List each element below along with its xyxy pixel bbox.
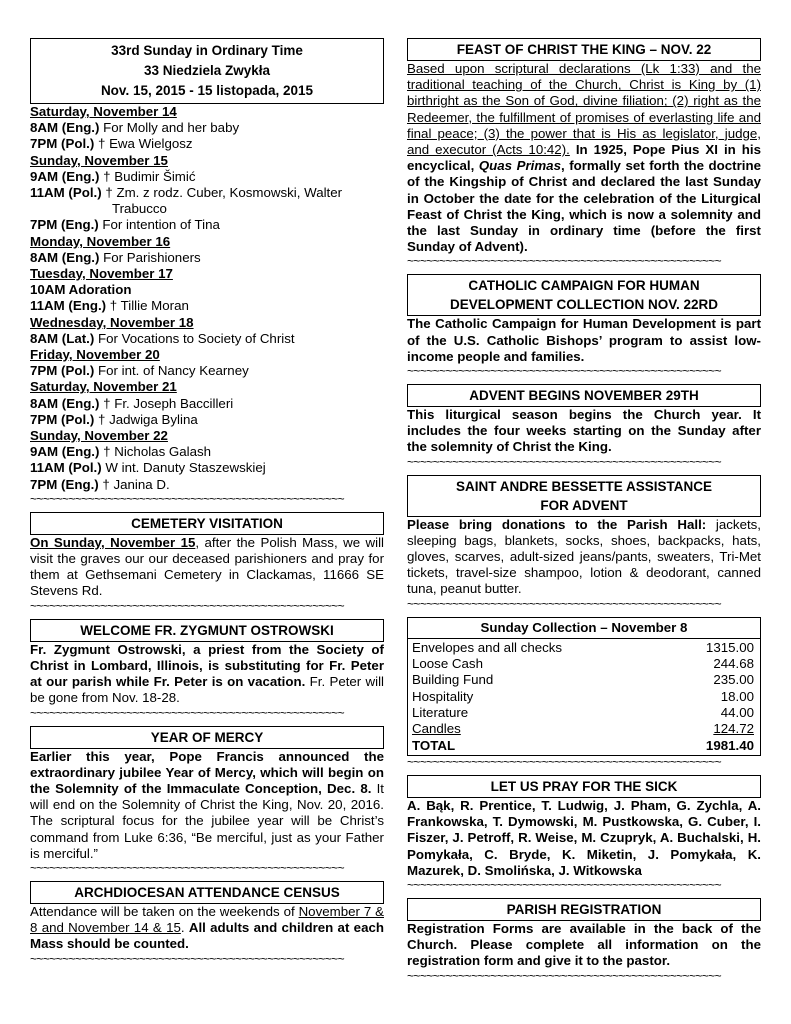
campaign-heading-2: DEVELOPMENT COLLECTION NOV. 22RD bbox=[449, 297, 719, 313]
mercy-bold: Earlier this year, Pope Francis announced the extraordinary jubilee Year of Mercy, which will begin on the Solemnity of the Immaculate Conception, Dec. 8. bbox=[30, 748, 384, 796]
census-body-1: Attendance will be taken on the weekends of bbox=[30, 903, 299, 919]
campaign-heading bbox=[407, 274, 761, 316]
collection-row bbox=[412, 656, 754, 672]
bessette-heading-1: SAINT ANDRE BESSETTE ASSISTANCE bbox=[455, 478, 713, 494]
mass-time: 7PM (Pol.) bbox=[30, 363, 95, 379]
mass-intention: For int. of Nancy Kearney bbox=[94, 363, 249, 379]
separator: ~~~~~~~~~~~~~~~~~~~~~~~~~~~~~~~~~~~~~~~~~~~~~~~~~ bbox=[407, 365, 721, 379]
right-column bbox=[407, 38, 761, 989]
schedule-day: Tuesday, November 17 bbox=[30, 266, 173, 282]
advent-text: This liturgical season begins the Church year. It includes the four weeks starting on the Sunday after the solemnity of Christ the King. bbox=[407, 407, 761, 455]
sick-list: A. Bąk, R. Prentice, T. Ludwig, J. Pham, G. Zychla, A. Frankowska, T. Dymowski, M. Pustkowska, G. Cuber, I. Fiszer, J. Petroff, R. Weise, M. Czupryk, A. Buchalski, H. Pomykała, C. Bryde, K. Miketin, J. Pomykała, K. Mazurek, D. Smolińska, J. Witkowska bbox=[407, 797, 761, 878]
separator: ~~~~~~~~~~~~~~~~~~~~~~~~~~~~~~~~~~~~~~~~~~~~~~~~~ bbox=[407, 878, 721, 892]
collection-total-row bbox=[412, 738, 754, 754]
mass-entry bbox=[30, 217, 384, 233]
bessette-heading-2: FOR ADVENT bbox=[540, 497, 628, 513]
advent-heading: ADVENT BEGINS NOVEMBER 29TH bbox=[407, 384, 761, 407]
welcome-body: Fr. Peter will be gone from Nov. 18-28. bbox=[30, 674, 384, 706]
mass-intention: † Nicholas Galash bbox=[99, 444, 212, 460]
mass-intention: † Budimir Šimić bbox=[99, 168, 196, 184]
mass-entry bbox=[30, 331, 384, 347]
welcome-bold: Fr. Zygmunt Ostrowski, a priest from the Society of Christ in Lombard, Illinois, is substituting for Fr. Peter at our parish while Fr. Peter is on vacation. bbox=[30, 641, 384, 690]
mass-entry bbox=[30, 250, 384, 266]
bessette-body: jackets, sleeping bags, blankets, socks, shoes, backpacks, hats, gloves, scarves, adult-sized jeans/pants, sweaters, Tri-Met tickets, travel-size shampoo, lotion & deodorant, canned tuna, peanut butter. bbox=[407, 516, 762, 597]
mass-time: 10AM Adoration bbox=[30, 282, 132, 298]
mercy-heading: YEAR OF MERCY bbox=[30, 726, 384, 749]
cemetery-body: , after the Polish Mass, we will visit the graves our our deceased parishioners and pray for them at Gethsemani Cemetery in Clackamas, 11666 SE Stevens Rd. bbox=[30, 534, 384, 599]
schedule-day: Sunday, November 22 bbox=[30, 428, 168, 444]
mass-time: 7PM (Eng.) bbox=[30, 217, 99, 233]
collection-label: Loose Cash bbox=[412, 656, 483, 672]
feast-bold-2: , formally set forth the doctrine of the Kingship of Christ and declared the last Sunday in October the date for the celebration of the Liturgical Feast of Christ the King, which is now a solemnity and the last Sunday in ordinary time (before the first Sunday of Advent). bbox=[407, 158, 761, 255]
mass-schedule bbox=[30, 104, 384, 493]
feast-underlined: Based upon scriptural declarations (Lk 1:33) and the traditional teaching of the Church, Christ is King by (1) birthright as the Son of God, divine filiation; (2) right as the Redeemer, the fulfillment of promises of everlasting life and final peace; (3) the power that is His as legislator, judge, and executor (Acts 10:42). bbox=[407, 61, 761, 158]
mass-time: 7PM (Pol.) bbox=[30, 136, 95, 152]
census-dates: November 7 & 8 and November 14 & 15 bbox=[30, 903, 384, 936]
collection-label: Hospitality bbox=[412, 688, 474, 704]
schedule-day: Friday, November 20 bbox=[30, 347, 160, 363]
registration-text: Registration Forms are available in the back of the Church. Please complete all information on the registration form and give it to the pastor. bbox=[407, 920, 761, 969]
mass-intention: W int. Danuty Staszewskiej bbox=[101, 460, 266, 476]
campaign-text: The Catholic Campaign for Human Development is part of the U.S. Catholic Bishops’ program to assist low-income people and families. bbox=[407, 316, 761, 364]
mass-intention: † Janina D. bbox=[98, 476, 170, 492]
mass-time: 11AM (Eng.) bbox=[30, 298, 107, 314]
mass-intention: For Vocations to Society of Christ bbox=[94, 330, 295, 346]
mass-intention: † Fr. Joseph Baccilleri bbox=[99, 395, 234, 411]
cemetery-text bbox=[30, 535, 384, 600]
collection-row bbox=[412, 672, 754, 688]
mass-entry bbox=[30, 282, 384, 298]
separator: ~~~~~~~~~~~~~~~~~~~~~~~~~~~~~~~~~~~~~~~~~~~~~~~~~ bbox=[30, 706, 344, 720]
mass-intention: † Zm. z rodz. Cuber, Kosmowski, Walter bbox=[101, 185, 343, 201]
census-text bbox=[30, 904, 384, 953]
mass-time: 8AM (Eng.) bbox=[30, 120, 100, 136]
cemetery-lead: On Sunday, November 15 bbox=[30, 534, 196, 550]
schedule-title-1: 33rd Sunday in Ordinary Time bbox=[111, 43, 303, 58]
schedule-title-2: 33 Niedziela Zwykła bbox=[143, 63, 271, 78]
mass-entry bbox=[30, 477, 384, 493]
mass-time: 7PM (Eng.) bbox=[30, 476, 99, 492]
mass-entry bbox=[30, 120, 384, 136]
mass-time: 8AM (Lat.) bbox=[30, 330, 95, 346]
separator: ~~~~~~~~~~~~~~~~~~~~~~~~~~~~~~~~~~~~~~~~~~~~~~~~~ bbox=[407, 969, 721, 983]
collection-row bbox=[412, 721, 754, 737]
collection-total-label: TOTAL bbox=[412, 737, 456, 753]
mercy-body: It will end on the Solemnity of Christ the King, Nov. 20, 2016. The scriptural focus for the jubilee year will be Christ’s command from Luke 6:36, “Be merciful, just as your Father is merciful.” bbox=[30, 780, 384, 861]
mass-intention: For Parishioners bbox=[99, 249, 201, 265]
separator: ~~~~~~~~~~~~~~~~~~~~~~~~~~~~~~~~~~~~~~~~~~~~~~~~~ bbox=[407, 255, 721, 269]
feast-text bbox=[407, 61, 761, 255]
collection-table bbox=[407, 617, 761, 756]
registration-heading: PARISH REGISTRATION bbox=[407, 898, 761, 921]
mass-time: 8AM (Eng.) bbox=[30, 249, 100, 265]
mass-time: 7PM (Pol.) bbox=[30, 411, 95, 427]
bessette-bold: Please bring donations to the Parish Hall: bbox=[407, 516, 707, 532]
collection-heading: Sunday Collection – November 8 bbox=[408, 618, 760, 639]
mass-intention: For intention of Tina bbox=[98, 217, 220, 233]
census-body-2: . bbox=[180, 920, 189, 936]
collection-label: Envelopes and all checks bbox=[412, 639, 563, 655]
separator: ~~~~~~~~~~~~~~~~~~~~~~~~~~~~~~~~~~~~~~~~~~~~~~~~~ bbox=[407, 755, 721, 769]
mass-entry bbox=[30, 444, 384, 460]
bessette-heading bbox=[407, 475, 761, 517]
mass-entry bbox=[30, 460, 384, 476]
mass-entry bbox=[30, 185, 384, 201]
bessette-text bbox=[407, 517, 761, 598]
feast-heading: FEAST OF CHRIST THE KING – NOV. 22 bbox=[407, 38, 761, 61]
mass-intention: For Molly and her baby bbox=[99, 120, 240, 136]
mass-intention-continued: Trabucco bbox=[112, 201, 167, 217]
mercy-text bbox=[30, 749, 384, 862]
separator: ~~~~~~~~~~~~~~~~~~~~~~~~~~~~~~~~~~~~~~~~~~~~~~~~~ bbox=[30, 492, 344, 506]
mass-time: 8AM (Eng.) bbox=[30, 395, 100, 411]
mass-entry bbox=[30, 412, 384, 428]
sick-heading: LET US PRAY FOR THE SICK bbox=[407, 775, 761, 798]
collection-total-amount: 1981.40 bbox=[705, 737, 754, 753]
feast-encyclical: Quas Primas bbox=[478, 158, 561, 174]
mass-intention: † Ewa Wielgosz bbox=[94, 136, 193, 152]
schedule-day: Saturday, November 21 bbox=[30, 379, 177, 395]
campaign-heading-1: CATHOLIC CAMPAIGN FOR HUMAN bbox=[468, 278, 700, 294]
separator: ~~~~~~~~~~~~~~~~~~~~~~~~~~~~~~~~~~~~~~~~~~~~~~~~~ bbox=[30, 952, 344, 966]
left-column bbox=[30, 38, 384, 972]
collection-amount: 244.68 bbox=[713, 656, 754, 672]
schedule-day: Sunday, November 15 bbox=[30, 152, 168, 168]
census-bold: All adults and children at each Mass should be counted. bbox=[30, 920, 384, 952]
separator: ~~~~~~~~~~~~~~~~~~~~~~~~~~~~~~~~~~~~~~~~~~~~~~~~~ bbox=[30, 599, 344, 613]
separator: ~~~~~~~~~~~~~~~~~~~~~~~~~~~~~~~~~~~~~~~~~~~~~~~~~ bbox=[407, 455, 721, 469]
collection-amount: 44.00 bbox=[720, 705, 754, 721]
schedule-day: Monday, November 16 bbox=[30, 233, 171, 249]
mass-time: 9AM (Eng.) bbox=[30, 168, 100, 184]
collection-label: Building Fund bbox=[412, 672, 494, 688]
collection-row bbox=[412, 689, 754, 705]
separator: ~~~~~~~~~~~~~~~~~~~~~~~~~~~~~~~~~~~~~~~~~~~~~~~~~ bbox=[407, 597, 721, 611]
welcome-heading: WELCOME FR. ZYGMUNT OSTROWSKI bbox=[30, 619, 384, 642]
collection-label: Literature bbox=[412, 705, 469, 721]
mass-time: 11AM (Pol.) bbox=[30, 460, 102, 476]
mass-time: 9AM (Eng.) bbox=[30, 444, 100, 460]
mass-intention: † Tillie Moran bbox=[106, 298, 189, 314]
collection-amount: 235.00 bbox=[713, 672, 754, 688]
welcome-text bbox=[30, 642, 384, 707]
collection-rows bbox=[408, 639, 760, 755]
schedule-title-3: Nov. 15, 2015 - 15 listopada, 2015 bbox=[100, 83, 314, 98]
collection-row bbox=[412, 705, 754, 721]
collection-amount: 18.00 bbox=[720, 688, 754, 704]
mass-entry bbox=[30, 363, 384, 379]
mass-entry bbox=[30, 169, 384, 185]
collection-amount: 124.72 bbox=[713, 721, 754, 737]
census-heading: ARCHDIOCESAN ATTENDANCE CENSUS bbox=[30, 881, 384, 904]
mass-intention: † Jadwiga Bylina bbox=[94, 411, 198, 427]
schedule-day: Saturday, November 14 bbox=[30, 104, 177, 119]
mass-entry bbox=[30, 298, 384, 314]
cemetery-heading: CEMETERY VISITATION bbox=[30, 512, 384, 535]
mass-entry bbox=[30, 136, 384, 152]
feast-bold-1: In 1925, Pope Pius XI in his encyclical, bbox=[407, 142, 761, 174]
collection-label: Candles bbox=[412, 721, 461, 737]
schedule-day: Wednesday, November 18 bbox=[30, 314, 194, 330]
mass-time: 11AM (Pol.) bbox=[30, 185, 102, 201]
collection-row bbox=[412, 640, 754, 656]
schedule-title-box bbox=[30, 38, 384, 104]
mass-entry bbox=[30, 396, 384, 412]
separator: ~~~~~~~~~~~~~~~~~~~~~~~~~~~~~~~~~~~~~~~~~~~~~~~~~ bbox=[30, 861, 344, 875]
collection-amount: 1315.00 bbox=[705, 639, 754, 655]
